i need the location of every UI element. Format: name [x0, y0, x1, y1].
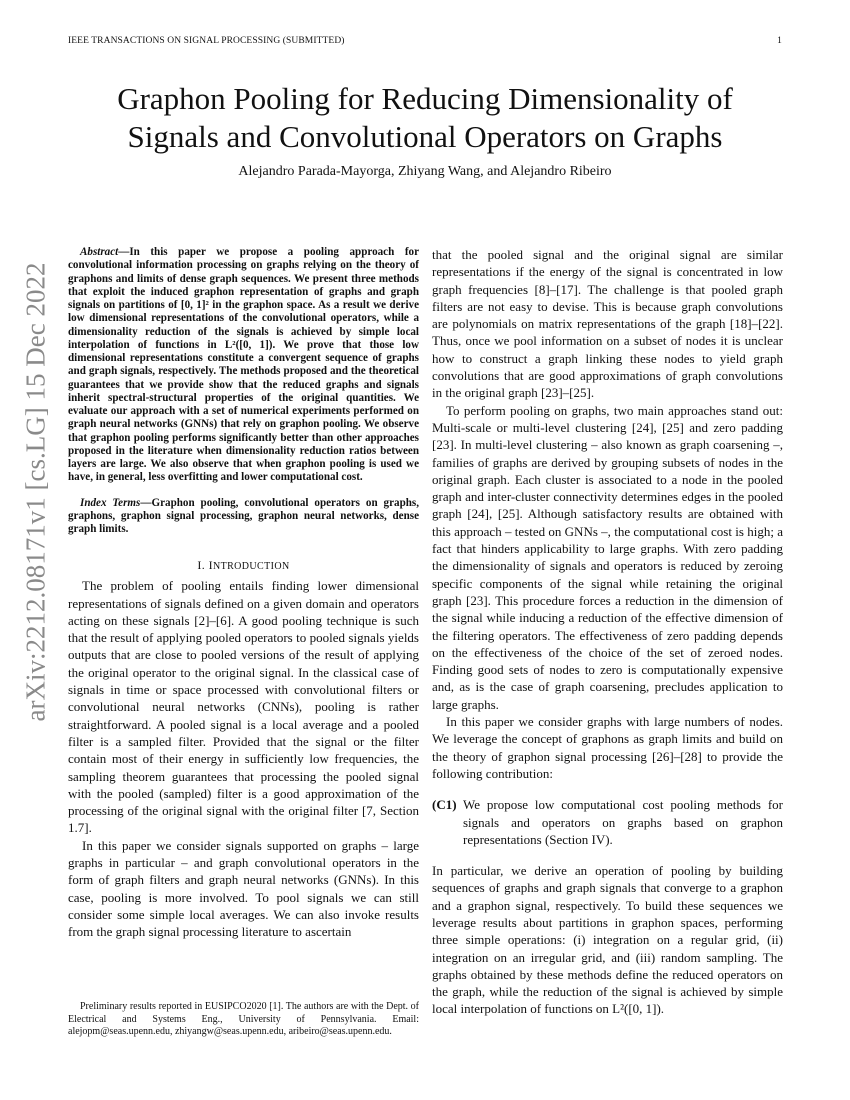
journal-name: IEEE TRANSACTIONS ON SIGNAL PROCESSING (SUBMITTED) — [68, 36, 345, 46]
intro-paragraph-2: In this paper we consider signals supported on graphs – large graphs in particular – and graph convolutional operators in the form of graph filters and graph neural networks (GNNs). In this case, pooling is more involved. To pool signals we can still consider some simple local averages. We can also invoke results from the graph signal processing literature to ascertain — [68, 837, 419, 940]
running-header — [68, 36, 782, 50]
title-line-1: Graphon Pooling for Reducing Dimensionality of — [117, 81, 733, 116]
intro-paragraph-1: The problem of pooling entails finding lower dimensional representations of signals defined on a given domain and operators acting on these signals [2]–[6]. A good pooling technique is such that the result of applying pooled operators to pooled signals yields outputs that are close to pooled versions of the result of applying the original operator to the original signal. In the classical case of signals in time or space processed with convolutional filters or convolutional neural networks (CNNs), pooling is rather straightforward. A pooled signal is a local average and a pooled filter is a sampled filter. Provided that the signal or the filter contain most of their energy in sufficiently low frequencies, the sampling theorem guarantees that processing the pooled signal with the pooled (sampled) filter is a good approximation of the processing of the original signal with the original filter [7, Section 1.7]. — [68, 578, 419, 836]
left-column — [68, 246, 419, 940]
section-number: I. — [197, 558, 206, 573]
abstract — [68, 246, 419, 485]
intro-paragraph-6: In particular, we derive an operation of pooling by building sequences of graphs and graph signals that converge to a graphon and a graphon signal, respectively. To build these sequences we leverage results about partitions in graphon spaces, performing three simple operations: (i) integration on a regular grid, (ii) integration on an irregular grid, and (iii) random sampling. The graphs obtained by these methods define the reduced operators on the graph, while the reduction of the signal is achieved by simple local interpolation of functions on L²([0, 1]). — [432, 863, 783, 1017]
right-column — [432, 246, 783, 1018]
abstract-text: —In this paper we propose a pooling approach for convolutional information processing on graphs relying on the theory of graphons and limits of dense graph sequences. We present three methods that exploit the induced graphon representation of graphs and graph signals on partitions of [0, 1]² in the graphon space. As a result we derive low dimensional representations of the convolutional operators, while a dimensionality reduction of the signals is achieved by simple local interpolation of functions in L²([0, 1]). We prove that those low dimensional representations constitute a convergent sequence of graphs and graph signals, respectively. The methods proposed and the theoretical guarantees that we provide show that the reduced graphs and signals inherit spectral-structural properties of the original quantities. We evaluate our approach with a set of numerical experiments performed on graph neural networks (GNNs) that rely on graphon pooling. We observe that graphon pooling performs significantly better than other approaches proposed in the literature when dimensionality reduction ratios between layers are large. We also observe that when graphon pooling is used we have, in general, less overfitting and lower computational cost. — [68, 246, 419, 484]
abstract-label: Abstract — [80, 246, 119, 258]
index-terms-text: —Graphon pooling, convolutional operators on graphs, graphons, graphon signal processing, graphon neural networks, dense graph limits. — [68, 496, 419, 535]
section-heading — [68, 558, 419, 573]
author-list: Alejandro Parada-Mayorga, Zhiyang Wang, and Alejandro Ribeiro — [238, 164, 612, 179]
contribution-text: We propose low computational cost pooling methods for signals and operators on graphs based on graphon representations (Section IV). — [463, 797, 783, 847]
section-title-rest: NTRODUCTION — [212, 561, 290, 573]
page-number: 1 — [777, 36, 782, 46]
footnote-text: Preliminary results reported in EUSIPCO2020 [1]. The authors are with the Dept. of Electrical and Systems Eng., University of Pennsylvania. Email: alejopm@seas.upenn.edu, zhiyangw@seas.upenn.edu, aribeiro@seas.upenn.edu. — [68, 1001, 419, 1038]
section-title-initial: I — [208, 558, 213, 573]
intro-paragraph-4: To perform pooling on graphs, two main approaches stand out: Multi-scale or multi-level clustering [24], [25] and zero padding [23]. In multi-level clustering – also known as graph coarsening –, families of graphs are derived by grouping subsets of nodes in the original graph. Each cluster is associated to a node in the pooled graph and inter-cluster connectivity determines edges in the pooled graph [24], [25]. Although satisfactory results are obtained with this approach – tested on GNNs –, the computational cost is high; a fact that hinders applicability to large graphs. With zero padding the dimensionality of signals and operators is reduced by zeroing specific components of the signal while retaining the original graph [23]. This procedure forces a reduction in the dimension of the signal while inducing a reduction of the effective dimension of the filtering operators. The effectiveness of zero padding depends on the effectiveness of the choice of the set of zeroed nodes. Finding good sets of nodes to zero is computationally expensive and, as is the case of graph coarsening, precludes application to large graphs. — [432, 402, 783, 712]
footnote — [68, 1001, 419, 1039]
intro-paragraph-5: In this paper we consider graphs with large numbers of nodes. We leverage the concept of graphons as graph limits and build on the theory of graphon signal processing [26]–[28] to provide the following contribution: — [432, 714, 783, 781]
index-terms — [68, 497, 419, 537]
intro-paragraph-3: that the pooled signal and the original signal are similar representations if the energy of the signal is concentrated in low graph frequencies [8]–[17]. The challenge is that pooled graph filters are not easy to devise. This is because graph convolutions are polynomials on matrix representations of the graph [18]–[22]. Thus, once we pool information on a subset of nodes it is unclear how to construct a graph linking these nodes to yield graph convolutions that are good approximations of graph convolutions in the original graph [23]–[25]. — [432, 247, 783, 401]
arxiv-stamp-text: arXiv:2212.08171v1 [cs.LG] 15 Dec 2022 — [20, 262, 50, 722]
contribution-item — [432, 796, 783, 848]
contribution-tag: (C1) — [432, 797, 457, 813]
paper-title — [40, 80, 810, 156]
title-line-2: Signals and Convolutional Operators on Graphs — [127, 119, 723, 154]
arxiv-stamp — [8, 262, 63, 722]
index-terms-label: Index Terms — [80, 496, 141, 509]
